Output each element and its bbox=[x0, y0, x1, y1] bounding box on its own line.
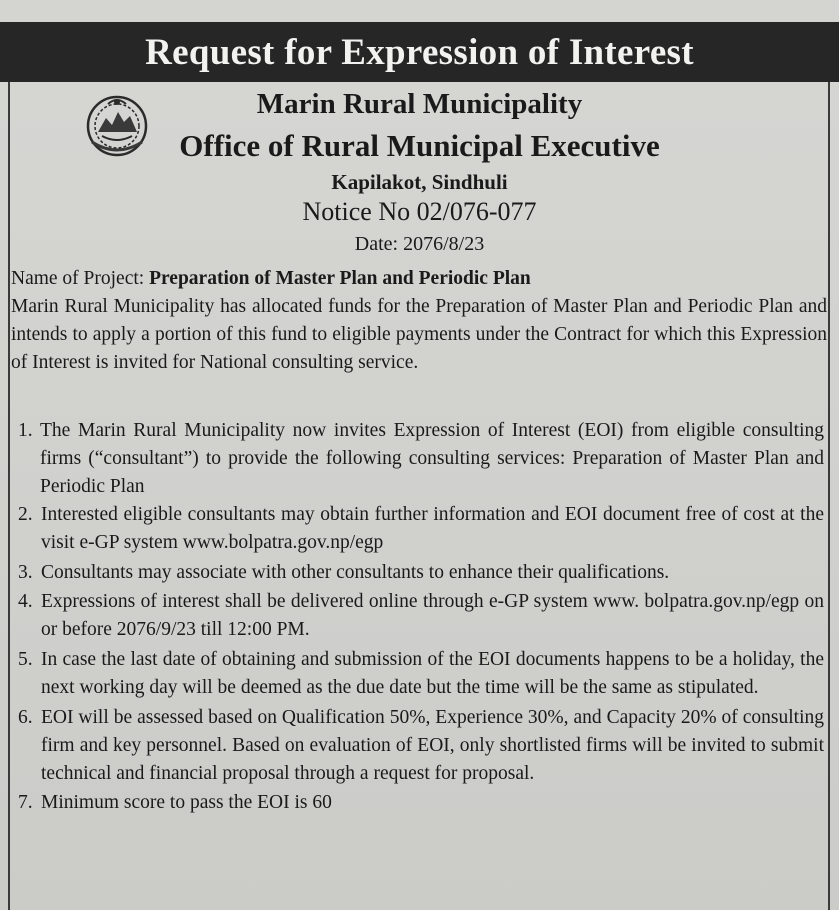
list-item-number: 7. bbox=[18, 792, 33, 813]
project-line bbox=[11, 265, 827, 293]
list-item-text: Consultants may associate with other consultants to enhance their qualifications. bbox=[41, 562, 670, 583]
list-item-text: In case the last date of obtaining and submission of the EOI documents happens to be a holiday, the next working day will be deemed as the due date but the time will be the same as stipulated. bbox=[41, 649, 824, 698]
office-location: Kapilakot, Sindhuli bbox=[331, 170, 508, 194]
list-item bbox=[18, 789, 824, 817]
list-item-text: The Marin Rural Municipality now invites Expression of Interest (EOI) from eligible consulting firms (“consultant”) to provide the following consulting services: Preparation of Master Plan and Periodic Plan bbox=[40, 420, 824, 497]
list-item bbox=[18, 646, 824, 702]
page-top-margin bbox=[0, 0, 839, 24]
list-item bbox=[18, 501, 824, 557]
notice-date: Date: 2076/8/23 bbox=[354, 233, 485, 255]
notice-number: Notice No 02/076-077 bbox=[302, 197, 537, 226]
list-item bbox=[18, 417, 824, 501]
project-label: Name of Project: bbox=[11, 268, 150, 289]
list-item-text: Expressions of interest shall be delivered online through e-GP system www. bolpatra.gov.np/egp on or before 2076/9/23 till 12:00 PM. bbox=[41, 591, 824, 640]
notice-title: Request for Expression of Interest bbox=[145, 31, 694, 73]
list-item bbox=[18, 559, 824, 587]
list-item-number: 2. bbox=[18, 504, 33, 525]
notice-banner bbox=[0, 22, 839, 82]
municipality-name: Marin Rural Municipality bbox=[256, 88, 583, 120]
intro-paragraph: Marin Rural Municipality has allocated funds for the Preparation of Master Plan and Periodic Plan and intends to apply a portion of this fund to eligible payments under the Contract for which this Expression of Interest is invited for National consulting service. bbox=[11, 296, 827, 373]
list-item bbox=[18, 588, 824, 644]
office-name: Office of Rural Municipal Executive bbox=[179, 128, 660, 163]
list-item-text: Interested eligible consultants may obtain further information and EOI document free of cost at the visit e-GP system www.bolpatra.gov.np/egp bbox=[41, 504, 824, 553]
list-item-number: 4. bbox=[18, 591, 33, 612]
list-item-number: 5. bbox=[18, 649, 33, 670]
eoi-conditions-list bbox=[18, 417, 824, 817]
list-item-number: 6. bbox=[18, 707, 33, 728]
project-name: Preparation of Master Plan and Periodic Plan bbox=[149, 268, 531, 289]
list-item-text: Minimum score to pass the EOI is 60 bbox=[41, 792, 332, 813]
list-item-number: 3. bbox=[18, 562, 33, 583]
list-item-number: 1. bbox=[18, 420, 33, 441]
list-item bbox=[18, 704, 824, 788]
list-item-text: EOI will be assessed based on Qualification 50%, Experience 30%, and Capacity 20% of consulting firm and key personnel. Based on evaluation of EOI, only shortlisted firms will be invited to submit technical and financial proposal through a request for proposal. bbox=[41, 707, 824, 784]
